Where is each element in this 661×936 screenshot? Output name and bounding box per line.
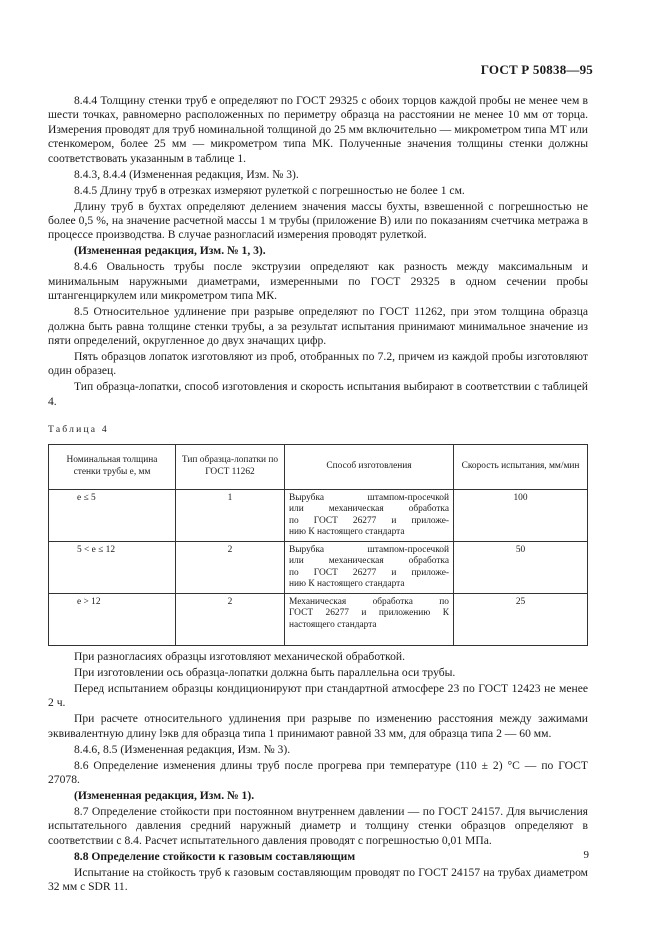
table-row <box>49 593 588 645</box>
paragraph: (Измененная редакция, Изм. № 1, 3). <box>74 244 266 258</box>
method-line: Вырубка штампом-просечкой <box>289 544 449 555</box>
method-line: ГОСТ 26277 и приложению К <box>289 608 449 619</box>
table-row <box>49 541 588 593</box>
table-4 <box>48 444 588 646</box>
method-line: нию К настоящего стандарта <box>289 579 405 590</box>
method-line: по ГОСТ 26277 и приложе- <box>289 515 449 526</box>
cell-thickness: e ≤ 5 <box>49 489 176 541</box>
table-header-row <box>49 444 588 489</box>
paragraph: При разногласиях образцы изготовляют механической обработкой. <box>74 649 405 663</box>
cell-specimen-type: 2 <box>176 541 285 593</box>
cell-method <box>285 541 454 593</box>
paragraph: (Измененная редакция, Изм. № 1). <box>74 788 255 802</box>
document-header: ГОСТ Р 50838—95 <box>480 62 593 77</box>
paragraph: Пять образцов лопаток изготовляют из проб, отобранных по 7.2, причем из каждой пробы изготовляют один образец. <box>48 350 588 378</box>
method-line: по ГОСТ 26277 и приложе- <box>289 567 449 578</box>
paragraph: Перед испытанием образцы кондиционируют при стандартной атмосфере 23 по ГОСТ 12423 не менее 2 ч. <box>48 681 588 710</box>
col-header-thickness: Номинальная толщина стенки трубы e, мм <box>49 444 176 489</box>
cell-thickness: 5 < e ≤ 12 <box>49 541 176 593</box>
paragraph: Тип образца-лопатки, способ изготовления и скорость испытания выбирают в соответствии с таблицей 4. <box>48 380 588 408</box>
cell-speed: 25 <box>454 593 588 645</box>
paragraph: Длину труб в бухтах определяют делением значения массы бухты, взвешенной с погрешностью не более 0,5 %, на значение расчетной массы 1 м трубы (приложение В) или по показаниям счетчика метража в процессе производства. В случае разногласий измерения проводят рулеткой. <box>48 199 588 242</box>
cell-speed: 100 <box>454 489 588 541</box>
page-number: 9 <box>583 849 589 861</box>
paragraph: 8.4.6 Овальность трубы после экструзии определяют как разность между максимальным и минимальным наружными диаметрами, измеренными по ГОСТ 29325 в одном сечении пробы штангенциркулем или микрометром типа МК. <box>48 260 588 303</box>
cell-specimen-type: 1 <box>176 489 285 541</box>
paragraph: 8.4.5 Длину труб в отрезках измеряют рулеткой с погрешностью не более 1 см. <box>74 183 465 197</box>
method-line: или механическая обработка <box>289 504 449 515</box>
paragraph: 8.5 Относительное удлинение при разрыве определяют по ГОСТ 11262, при этом толщина образца должна быть равна толщине стенки трубы, а за результат испытания принимают минимальное значение из пяти определений, округленное до двух значащих цифр. <box>48 305 588 348</box>
paragraph: 8.6 Определение изменения длины труб после прогрева при температуре (110 ± 2) °С — по ГОСТ 27078. <box>48 758 588 786</box>
method-line: настоящего стандарта <box>289 619 377 630</box>
cell-thickness: e > 12 <box>49 593 176 645</box>
paragraphs-section-a <box>48 94 588 409</box>
paragraph: При изготовлении ось образца-лопатки должна быть параллельна оси трубы. <box>74 665 456 679</box>
method-line: нию К настоящего стандарта <box>289 527 405 538</box>
paragraph: 8.4.6, 8.5 (Измененная редакция, Изм. № 3). <box>74 742 291 756</box>
table-caption: Таблица 4 <box>48 424 109 436</box>
method-line: Вырубка штампом-просечкой <box>289 492 449 503</box>
paragraph: 8.8 Определение стойкости к газовым составляющим <box>74 849 356 863</box>
document-body <box>48 94 588 896</box>
paragraph: 8.4.3, 8.4.4 (Измененная редакция, Изм. № 3). <box>74 167 299 181</box>
cell-speed: 50 <box>454 541 588 593</box>
method-line: или механическая обработка <box>289 556 449 567</box>
col-header-specimen-type: Тип образца-лопатки по ГОСТ 11262 <box>176 444 285 489</box>
paragraph: При расчете относительного удлинения при разрыве по изменению расстояния между зажимами эквивалентную длину lэкв для образца типа 1 принимают равной 33 мм, для образца типа 2 — 60 мм. <box>48 712 588 740</box>
cell-specimen-type: 2 <box>176 593 285 645</box>
paragraph: 8.7 Определение стойкости при постоянном внутреннем давлении — по ГОСТ 24157. Для вычисления испытательного давления средний наружный диаметр и толщину стенки образцов определяют в соответствии с 8.4. Расчет испытательного давления проводят с погрешностью 0,01 МПа. <box>48 804 588 847</box>
cell-method <box>285 489 454 541</box>
paragraph: Испытание на стойкость труб к газовым составляющим проводят по ГОСТ 24157 на трубах диаметром 32 мм с SDR 11. <box>48 865 588 894</box>
col-header-speed: Скорость испытания, мм/мин <box>454 444 588 489</box>
col-header-method: Способ изготовления <box>285 444 454 489</box>
table-body <box>49 489 588 645</box>
method-line: Механическая обработка по <box>289 596 449 607</box>
table-row <box>49 489 588 541</box>
cell-method <box>285 593 454 645</box>
paragraph: 8.4.4 Толщину стенки труб e определяют по ГОСТ 29325 с обоих торцов каждой пробы не менее чем в шести точках, равномерно расположенных по периметру образца на расстоянии не менее 10 мм от торца. Измерения проводят для труб номинальной толщиной до 25 мм включительно — микрометром типа МТ или стенкомером, более 25 мм — микрометром типа МК. Полученные значения толщины стенки должны соответствовать указанным в таблице 1. <box>48 94 588 165</box>
paragraphs-section-b <box>48 650 588 895</box>
